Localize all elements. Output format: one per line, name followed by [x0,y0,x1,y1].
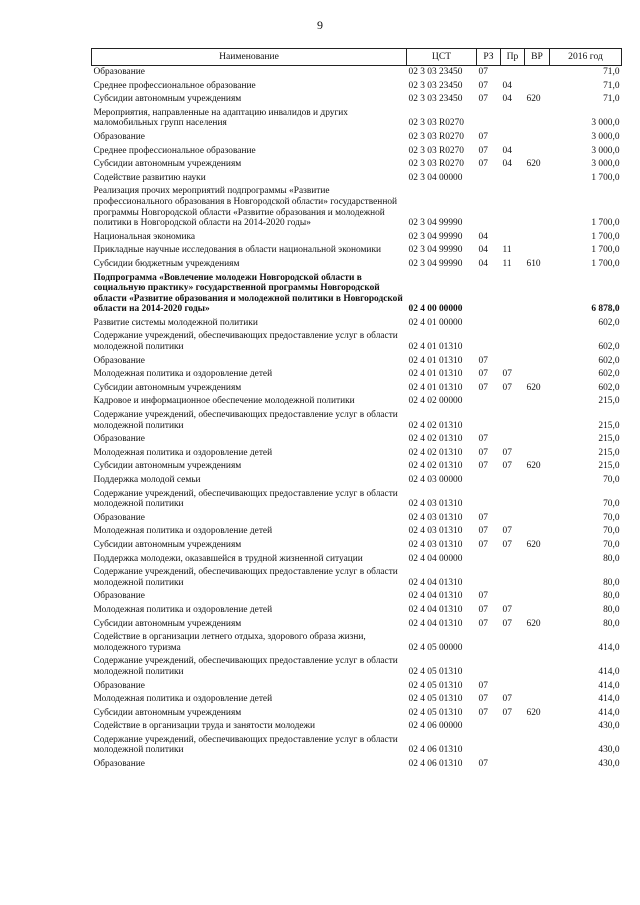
cell-vr: 620 [526,707,541,718]
table-row [92,258,622,272]
cell-name: Содействие развитию науки [93,172,206,183]
table-row [92,707,622,721]
cell-vr [525,693,550,707]
table-row [92,758,622,772]
cell-vr [525,409,550,433]
header-year: 2016 год [550,49,622,66]
table-row [92,231,622,245]
cell-sum: 602,0 [598,382,620,393]
cell-cst: 02 4 03 00000 [408,475,463,485]
cell-cst: 02 4 04 00000 [408,553,463,564]
table-row [92,566,622,590]
cell-rz: 07 [478,512,488,523]
cell-name: Субсидии автономным учреждениям [93,539,242,550]
cell-vr [525,680,550,694]
cell-cst: 02 3 03 23450 [408,67,463,77]
cell-vr [525,488,550,512]
cell-vr [525,131,550,145]
budget-table [91,48,622,772]
cell-sum: 215,0 [598,447,620,458]
cell-cst: 02 3 03 23450 [408,80,463,91]
cell-vr: 620 [526,539,541,550]
cell-pr: 07 [502,604,512,615]
cell-cst: 02 3 03 R0270 [408,145,464,156]
cell-cst: 02 3 03 23450 [408,94,463,105]
cell-sum: 70,0 [603,499,620,510]
cell-sum: 71,0 [603,80,620,91]
table-row [92,382,622,396]
cell-pr [501,720,525,734]
header-rz: РЗ [477,49,501,66]
cell-rz: 04 [478,231,488,242]
cell-rz [477,272,501,317]
cell-sum: 71,0 [603,67,620,77]
cell-rz: 07 [478,618,488,629]
table-row [92,488,622,512]
cell-pr [501,433,525,447]
cell-cst: 02 3 03 R0270 [408,159,464,170]
cell-pr [501,231,525,245]
cell-sum: 414,0 [598,642,620,653]
cell-name: Субсидии автономным учреждениям [93,382,242,393]
cell-cst: 02 4 04 01310 [408,591,463,602]
cell-name: Молодежная политика и оздоровление детей [93,526,273,537]
cell-vr [525,185,550,230]
cell-vr [525,655,550,679]
table-row [92,553,622,567]
cell-pr: 07 [502,618,512,629]
cell-sum: 414,0 [598,680,620,691]
cell-name: Развитие системы молодежной политики [93,317,258,328]
cell-rz [477,317,501,331]
cell-vr [525,512,550,526]
cell-rz: 07 [478,759,488,770]
cell-sum: 70,0 [603,475,620,485]
table-row [92,80,622,94]
cell-pr [501,680,525,694]
cell-rz [477,488,501,512]
cell-rz: 07 [478,526,488,537]
cell-pr [501,590,525,604]
cell-sum: 80,0 [603,577,620,588]
cell-name: Мероприятия, направленные на адаптацию инвалидов и других маломобильных групп населения [93,107,348,129]
table-row [92,107,622,131]
cell-name: Среднее профессиональное образование [93,80,256,91]
cell-sum: 602,0 [598,317,620,328]
cell-sum: 602,0 [598,355,620,366]
cell-pr: 04 [502,94,512,105]
table-row [92,272,622,317]
cell-sum: 3 000,0 [591,118,620,129]
header-name: Наименование [92,49,407,66]
table-row [92,244,622,258]
cell-pr [501,355,525,369]
cell-vr: 620 [526,94,541,105]
cell-name: Образование [93,512,145,523]
cell-rz [477,107,501,131]
cell-pr: 07 [502,539,512,550]
cell-rz: 07 [478,604,488,615]
cell-cst: 02 4 06 01310 [408,745,463,756]
cell-rz: 07 [478,159,488,170]
cell-vr [525,172,550,186]
cell-rz: 07 [478,461,488,472]
cell-cst: 02 4 03 01310 [408,512,463,523]
cell-name: Молодежная политика и оздоровление детей [93,694,273,705]
cell-rz: 07 [478,67,488,77]
cell-sum: 1 700,0 [591,231,620,242]
cell-vr [525,433,550,447]
table-row [92,734,622,758]
cell-pr [501,758,525,772]
cell-vr: 620 [526,618,541,629]
cell-cst: 02 4 04 01310 [408,577,463,588]
table-header [92,49,622,66]
cell-cst: 02 4 05 01310 [408,694,463,705]
cell-sum: 80,0 [603,604,620,615]
cell-pr: 11 [502,258,512,269]
cell-cst: 02 4 02 00000 [408,396,463,407]
cell-vr [525,590,550,604]
cell-name: Молодежная политика и оздоровление детей [93,369,273,380]
cell-pr [501,172,525,186]
cell-sum: 414,0 [598,666,620,677]
cell-name: Субсидии автономным учреждениям [93,159,242,170]
cell-name: Среднее профессиональное образование [93,145,256,156]
cell-rz: 07 [478,707,488,718]
cell-vr [525,525,550,539]
cell-pr: 07 [502,369,512,380]
cell-rz: 07 [478,145,488,156]
cell-sum: 3 000,0 [591,145,620,156]
cell-pr [501,734,525,758]
cell-cst: 02 4 03 01310 [408,499,463,510]
header-vr: ВР [525,49,550,66]
cell-pr [501,488,525,512]
page-number: 9 [317,18,323,32]
table-row [92,66,622,80]
table-row [92,395,622,409]
cell-pr: 07 [502,447,512,458]
cell-name: Образование [93,434,145,445]
cell-rz: 07 [478,434,488,445]
cell-rz [477,185,501,230]
cell-name: Содержание учреждений, обеспечивающих предоставление услуг в области молодежной политики [93,331,398,353]
table-row [92,145,622,159]
cell-sum: 430,0 [598,759,620,770]
cell-name: Субсидии автономным учреждениям [93,618,242,629]
table-row [92,131,622,145]
cell-name: Реализация прочих мероприятий подпрограммы «Развитие профессионального образования в Новгородской области» государственной программы Новгородской области «Развитие образования и молодежной политики в Новгородской области на 2014-2020 годы» [93,186,398,229]
cell-vr [525,330,550,354]
cell-cst: 02 3 04 99990 [408,231,463,242]
cell-name: Содействие в организации труда и занятости молодежи [93,721,316,732]
cell-cst: 02 4 04 01310 [408,618,463,629]
cell-cst: 02 4 05 01310 [408,680,463,691]
table-row [92,693,622,707]
cell-name: Национальная экономика [93,231,196,242]
cell-name: Поддержка молодой семьи [93,475,201,485]
cell-rz: 07 [478,94,488,105]
cell-sum: 80,0 [603,553,620,564]
cell-rz: 07 [478,369,488,380]
cell-pr: 07 [502,461,512,472]
cell-rz [477,631,501,655]
cell-pr [501,553,525,567]
cell-sum: 602,0 [598,342,620,353]
cell-sum: 80,0 [603,591,620,602]
table-row [92,525,622,539]
cell-sum: 215,0 [598,420,620,431]
cell-vr [525,631,550,655]
cell-rz [477,553,501,567]
table-row [92,447,622,461]
cell-rz [477,655,501,679]
table-row [92,433,622,447]
cell-sum: 1 700,0 [591,245,620,256]
cell-rz [477,409,501,433]
cell-vr [525,395,550,409]
cell-rz [477,330,501,354]
cell-sum: 215,0 [598,396,620,407]
cell-pr [501,107,525,131]
cell-sum: 70,0 [603,526,620,537]
cell-vr [525,447,550,461]
cell-cst: 02 4 01 01310 [408,382,463,393]
cell-pr [501,512,525,526]
table-row [92,474,622,488]
cell-name: Субсидии автономным учреждениям [93,461,242,472]
cell-name: Содержание учреждений, обеспечивающих предоставление услуг в области молодежной политики [93,488,398,510]
cell-vr [525,553,550,567]
cell-sum: 6 878,0 [591,304,620,315]
cell-cst: 02 4 06 00000 [408,721,463,732]
table-row [92,655,622,679]
cell-rz [477,172,501,186]
cell-cst: 02 4 02 01310 [408,420,463,431]
header-cst: ЦСТ [407,49,477,66]
cell-name: Содержание учреждений, обеспечивающих предоставление услуг в области молодежной политики [93,567,398,588]
cell-name: Образование [93,759,145,770]
cell-name: Подпрограмма «Вовлечение молодежи Новгородской области в социальную практику» государственной программы Новгородской области «Развитие образования и молодежной политики в Новгородской области на 2014-2020 годы» [93,272,403,315]
cell-name: Содействие в организации летнего отдыха, здорового образа жизни, молодежного туризма [93,632,366,653]
cell-name: Образование [93,591,145,602]
table-row [92,355,622,369]
cell-rz: 07 [478,694,488,705]
cell-name: Кадровое и информационное обеспечение молодежной политики [93,396,355,407]
cell-cst: 02 4 01 00000 [408,317,463,328]
cell-cst: 02 3 03 R0270 [408,131,464,142]
cell-sum: 1 700,0 [591,258,620,269]
cell-pr: 07 [502,382,512,393]
cell-pr: 04 [502,80,512,91]
cell-sum: 3 000,0 [591,131,620,142]
cell-vr [525,758,550,772]
cell-sum: 414,0 [598,707,620,718]
cell-vr: 620 [526,159,541,170]
cell-name: Содержание учреждений, обеспечивающих предоставление услуг в области молодежной политики [93,734,398,756]
cell-pr [501,66,525,80]
cell-cst: 02 4 01 01310 [408,355,463,366]
cell-sum: 414,0 [598,694,620,705]
cell-pr [501,409,525,433]
cell-rz [477,734,501,758]
cell-name: Образование [93,67,145,77]
cell-cst: 02 4 05 01310 [408,707,463,718]
cell-vr: 620 [526,461,541,472]
cell-rz: 07 [478,539,488,550]
table-row [92,317,622,331]
cell-cst: 02 4 04 01310 [408,604,463,615]
cell-sum: 71,0 [603,94,620,105]
cell-rz: 07 [478,680,488,691]
cell-name: Прикладные научные исследования в области национальной экономики [93,245,382,256]
cell-rz: 04 [478,245,488,256]
cell-vr [525,566,550,590]
cell-sum: 1 700,0 [591,172,620,183]
cell-rz: 07 [478,447,488,458]
table-row [92,172,622,186]
table-row [92,409,622,433]
cell-vr [525,474,550,488]
cell-cst: 02 4 02 01310 [408,447,463,458]
table-row [92,680,622,694]
cell-rz: 04 [478,258,488,269]
cell-pr: 04 [502,145,512,156]
cell-pr [501,631,525,655]
cell-name: Содержание учреждений, обеспечивающих предоставление услуг в области молодежной политики [93,410,398,431]
cell-cst: 02 3 04 00000 [408,172,463,183]
table-row [92,93,622,107]
table-row [92,460,622,474]
cell-pr [501,272,525,317]
cell-vr [525,244,550,258]
cell-vr [525,368,550,382]
table-row [92,368,622,382]
cell-pr: 11 [502,245,512,256]
cell-cst: 02 3 04 99990 [408,245,463,256]
cell-cst: 02 3 04 99990 [408,218,463,229]
table-row [92,604,622,618]
table-row [92,618,622,632]
cell-rz [477,395,501,409]
cell-name: Субсидии автономным учреждениям [93,707,242,718]
cell-name: Образование [93,680,145,691]
cell-vr [525,317,550,331]
cell-sum: 80,0 [603,618,620,629]
table-row [92,720,622,734]
table-row [92,330,622,354]
cell-vr [525,107,550,131]
cell-pr [501,185,525,230]
cell-pr [501,566,525,590]
cell-sum: 1 700,0 [591,218,620,229]
cell-name: Субсидии бюджетным учреждениям [93,258,240,269]
cell-name: Субсидии автономным учреждениям [93,94,242,105]
cell-vr: 610 [526,258,541,269]
cell-name: Поддержка молодежи, оказавшейся в трудной жизненной ситуации [93,553,363,564]
cell-cst: 02 3 03 R0270 [408,118,464,129]
table-row [92,512,622,526]
cell-rz: 07 [478,131,488,142]
cell-sum: 70,0 [603,539,620,550]
cell-name: Молодежная политика и оздоровление детей [93,604,273,615]
cell-name: Молодежная политика и оздоровление детей [93,447,273,458]
cell-pr [501,131,525,145]
cell-sum: 602,0 [598,369,620,380]
cell-cst: 02 4 02 01310 [408,461,463,472]
cell-cst: 02 4 05 00000 [408,642,463,653]
cell-sum: 215,0 [598,434,620,445]
cell-pr: 07 [502,694,512,705]
table-row [92,539,622,553]
cell-name: Содержание учреждений, обеспечивающих предоставление услуг в области молодежной политики [93,656,398,677]
cell-pr: 04 [502,159,512,170]
cell-sum: 215,0 [598,461,620,472]
cell-vr [525,66,550,80]
cell-rz: 07 [478,591,488,602]
cell-cst: 02 4 00 00000 [408,304,463,315]
cell-rz: 07 [478,80,488,91]
cell-vr [525,272,550,317]
cell-cst: 02 4 01 01310 [408,369,463,380]
cell-cst: 02 4 03 01310 [408,539,463,550]
cell-sum: 430,0 [598,745,620,756]
cell-rz: 07 [478,355,488,366]
table-row [92,185,622,230]
header-pr: Пр [501,49,525,66]
cell-vr [525,734,550,758]
cell-rz [477,474,501,488]
cell-vr [525,355,550,369]
cell-pr: 07 [502,526,512,537]
cell-vr: 620 [526,382,541,393]
cell-pr [501,317,525,331]
cell-sum: 3 000,0 [591,159,620,170]
table-row [92,631,622,655]
cell-name: Образование [93,355,145,366]
cell-cst: 02 4 05 01310 [408,666,463,677]
cell-sum: 430,0 [598,721,620,732]
cell-cst: 02 4 02 01310 [408,434,463,445]
cell-sum: 70,0 [603,512,620,523]
table-body [92,66,622,772]
cell-vr [525,80,550,94]
cell-rz [477,720,501,734]
cell-pr [501,655,525,679]
cell-rz [477,566,501,590]
cell-vr [525,145,550,159]
cell-rz: 07 [478,382,488,393]
cell-cst: 02 3 04 99990 [408,258,463,269]
cell-pr [501,474,525,488]
cell-name: Образование [93,131,145,142]
cell-pr: 07 [502,707,512,718]
table-row [92,590,622,604]
cell-pr [501,330,525,354]
cell-vr [525,720,550,734]
table-row [92,158,622,172]
cell-cst: 02 4 06 01310 [408,759,463,770]
cell-vr [525,604,550,618]
cell-vr [525,231,550,245]
cell-pr [501,395,525,409]
cell-cst: 02 4 03 01310 [408,526,463,537]
cell-cst: 02 4 01 01310 [408,342,463,353]
